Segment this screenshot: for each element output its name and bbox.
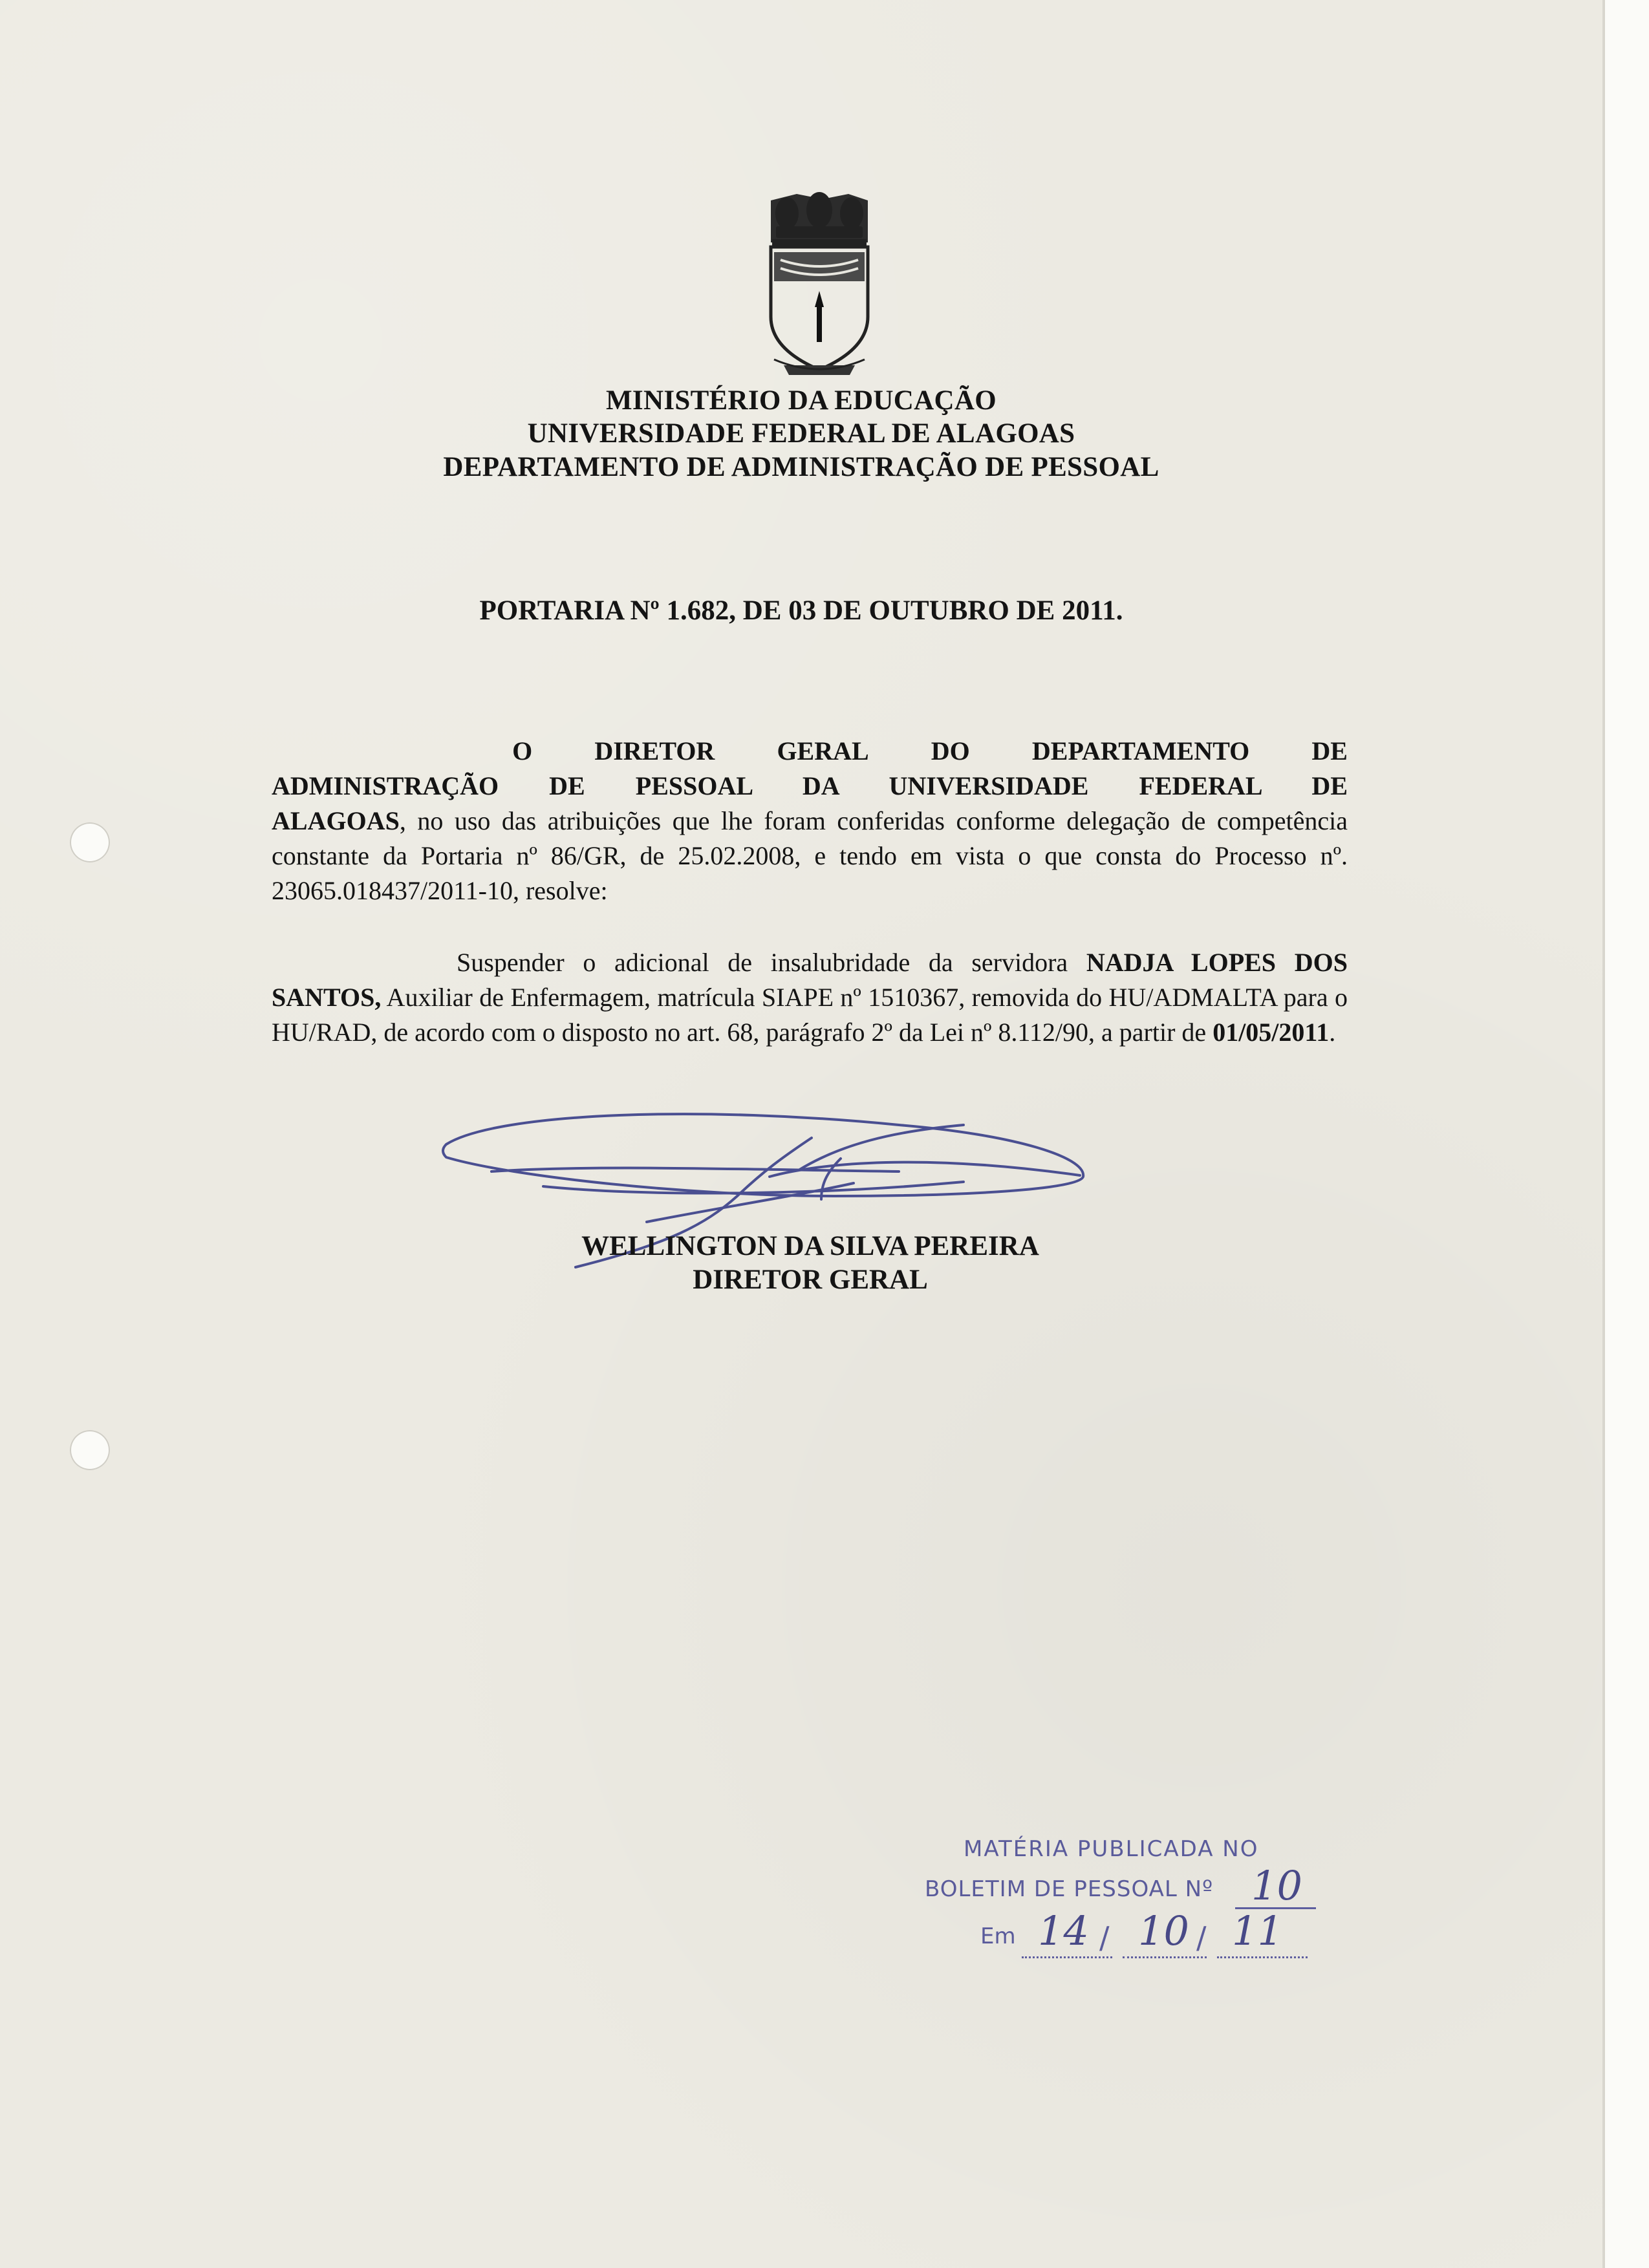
stamp-underline-month <box>1123 1956 1207 1958</box>
body-paragraph-2 <box>272 945 1348 1050</box>
punch-hole-bottom <box>70 1430 110 1470</box>
employee-name: NADJA LOPES DOS SANTOS, <box>272 948 1348 1012</box>
stamp-separator-2: / <box>1196 1920 1207 1955</box>
stamp-underline-day <box>1022 1956 1112 1958</box>
stamp-underline-year <box>1217 1956 1308 1958</box>
signatory-name: WELLINGTON DA SILVA PEREIRA <box>581 1231 1039 1261</box>
university-heading: UNIVERSIDADE FEDERAL DE ALAGOAS <box>527 418 1075 449</box>
paragraph1-text: , no uso das atribuições que lhe foram conferidas conforme delegação de competência constante da Portaria nº 86/GR, de 25.02.2008, e tendo em vista o que consta do Processo nº. 23065.018437/2011-10, resolve: <box>272 806 1348 905</box>
paragraph1-word-4: DO <box>931 736 970 765</box>
paragraph1-word-3: GERAL <box>777 736 869 765</box>
paragraph1-word-6: DE <box>1311 736 1348 765</box>
stamp-day: 14 <box>1038 1907 1089 1954</box>
effective-date: 01/05/2011 <box>1212 1018 1330 1047</box>
university-crest-icon <box>758 187 881 381</box>
stamp-em-label: Em <box>980 1923 1016 1949</box>
stamp-line1: MATÉRIA PUBLICADA NO <box>964 1836 1259 1862</box>
paragraph1-indent <box>272 734 450 769</box>
paragraph1-bold-start: ALAGOAS <box>272 806 400 835</box>
paragraph1-line1 <box>272 734 1348 769</box>
punch-hole-top <box>70 822 110 862</box>
paragraph1-line2: ADMINISTRAÇÃO DE PESSOAL DA UNIVERSIDADE FEDERAL DE <box>272 771 1348 800</box>
department-heading: DEPARTAMENTO DE ADMINISTRAÇÃO DE PESSOAL <box>443 452 1159 482</box>
stamp-separator-1: / <box>1099 1920 1110 1955</box>
stamp-month: 10 <box>1138 1907 1189 1954</box>
stamp-year: 11 <box>1232 1907 1283 1954</box>
paragraph1-word-2: DIRETOR <box>594 736 715 765</box>
publication-stamp <box>925 1823 1345 1965</box>
paragraph2-text-after: Auxiliar de Enfermagem, matrícula SIAPE nº 1510367, removida do HU/ADMALTA para o HU/RAD, de acordo com o disposto no art. 68, parágrafo 2º da Lei nº 8.112/90, a partir de <box>272 983 1348 1047</box>
ministry-heading: MINISTÉRIO DA EDUCAÇÃO <box>606 385 997 416</box>
signatory-title: DIRETOR GERAL <box>693 1265 928 1295</box>
paragraph2-text-before: Suspender o adicional de insalubridade da servidora <box>457 948 1086 977</box>
paragraph1-word-1: O <box>512 736 533 765</box>
paragraph1-rest <box>272 804 1348 908</box>
stamp-number: 10 <box>1251 1862 1302 1909</box>
paragraph2-ending: . <box>1329 1018 1336 1047</box>
stamp-line2: BOLETIM DE PESSOAL Nº <box>925 1876 1214 1902</box>
body-paragraph-1 <box>272 734 1348 908</box>
page-right-edge <box>1602 0 1649 2268</box>
paragraph1-word-5: DEPARTAMENTO <box>1031 736 1250 765</box>
portaria-title: PORTARIA Nº 1.682, DE 03 DE OUTUBRO DE 2011. <box>479 595 1123 626</box>
